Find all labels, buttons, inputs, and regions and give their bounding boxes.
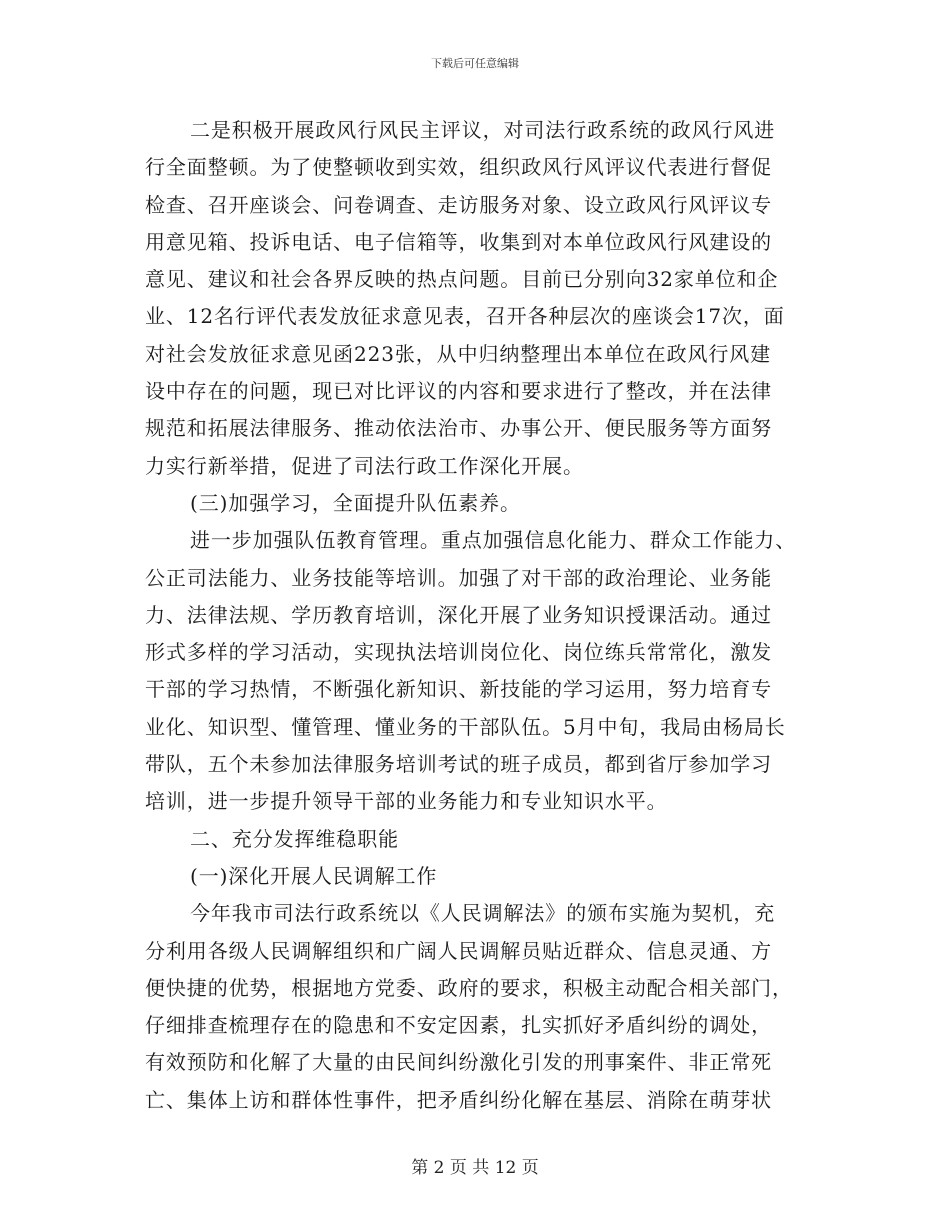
text-line: 二、充分发挥维稳职能 xyxy=(190,826,399,851)
text-line: 规范和拓展法律服务、推动依法治市、办事公开、便民服务等方面努 xyxy=(145,416,772,441)
page-number-footer: 第 2 页 共 12 页 xyxy=(411,1158,539,1178)
text-line: 进一步加强队伍教育管理。重点加强信息化能力、群众工作能力、 xyxy=(190,528,797,553)
text-line: 力实行新举措，促进了司法行政工作深化开展。 xyxy=(145,453,584,478)
page-header-note: 下载后可任意编辑 xyxy=(431,57,519,70)
text-line: 带队，五个未参加法律服务培训考试的班子成员，都到省厅参加学习 xyxy=(145,752,772,777)
text-line: 业化、知识型、懂管理、懂业务的干部队伍。5月中旬，我局由杨局长 xyxy=(145,714,786,739)
text-line: 检查、召开座谈会、问卷调查、走访服务对象、设立政风行风评议专 xyxy=(145,192,772,217)
document-body xyxy=(145,112,810,1119)
text-line: 用意见箱、投诉电话、电子信箱等，收集到对本单位政风行风建设的 xyxy=(145,229,772,254)
text-line: 便快捷的优势，根据地方党委、政府的要求，积极主动配合相关部门， xyxy=(145,975,793,1000)
text-line: (一)深化开展人民调解工作 xyxy=(190,863,438,888)
text-line: (三)加强学习，全面提升队伍素养。 xyxy=(190,490,521,515)
text-line: 仔细排查梳理存在的隐患和不安定因素，扎实抓好矛盾纠纷的调处， xyxy=(145,1013,772,1038)
text-line: 培训，进一步提升领导干部的业务能力和专业知识水平。 xyxy=(145,789,668,814)
text-line: 业、12名行评代表发放征求意见表，召开各种层次的座谈会17次，面 xyxy=(145,304,785,329)
text-line: 力、法律法规、学历教育培训，深化开展了业务知识授课活动。通过 xyxy=(145,602,772,627)
text-line: 行全面整顿。为了使整顿收到实效，组织政风行风评议代表进行督促 xyxy=(145,155,772,180)
text-line: 有效预防和化解了大量的由民间纠纷激化引发的刑事案件、非正常死 xyxy=(145,1050,772,1075)
text-line: 二是积极开展政风行风民主评议，对司法行政系统的政风行风进 xyxy=(190,118,776,142)
text-line: 干部的学习热情，不断强化新知识、新技能的学习运用，努力培育专 xyxy=(145,677,772,702)
text-line: 公正司法能力、业务技能等培训。加强了对干部的政治理论、业务能 xyxy=(145,565,772,590)
text-line: 亡、集体上访和群体性事件，把矛盾纠纷化解在基层、消除在萌芽状 xyxy=(145,1087,772,1112)
text-line: 今年我市司法行政系统以《人民调解法》的颁布实施为契机，充 xyxy=(190,901,776,926)
text-line: 分利用各级人民调解组织和广阔人民调解员贴近群众、信息灵通、方 xyxy=(145,938,772,963)
text-line: 形式多样的学习活动，实现执法培训岗位化、岗位练兵常常化，激发 xyxy=(145,640,772,665)
text-line: 设中存在的问题，现已对比评议的内容和要求进行了整改，并在法律 xyxy=(145,379,772,404)
text-line: 对社会发放征求意见函223张，从中归纳整理出本单位在政风行风建 xyxy=(145,341,772,366)
text-line: 意见、建议和社会各界反映的热点问题。目前已分别向32家单位和企 xyxy=(145,267,779,292)
